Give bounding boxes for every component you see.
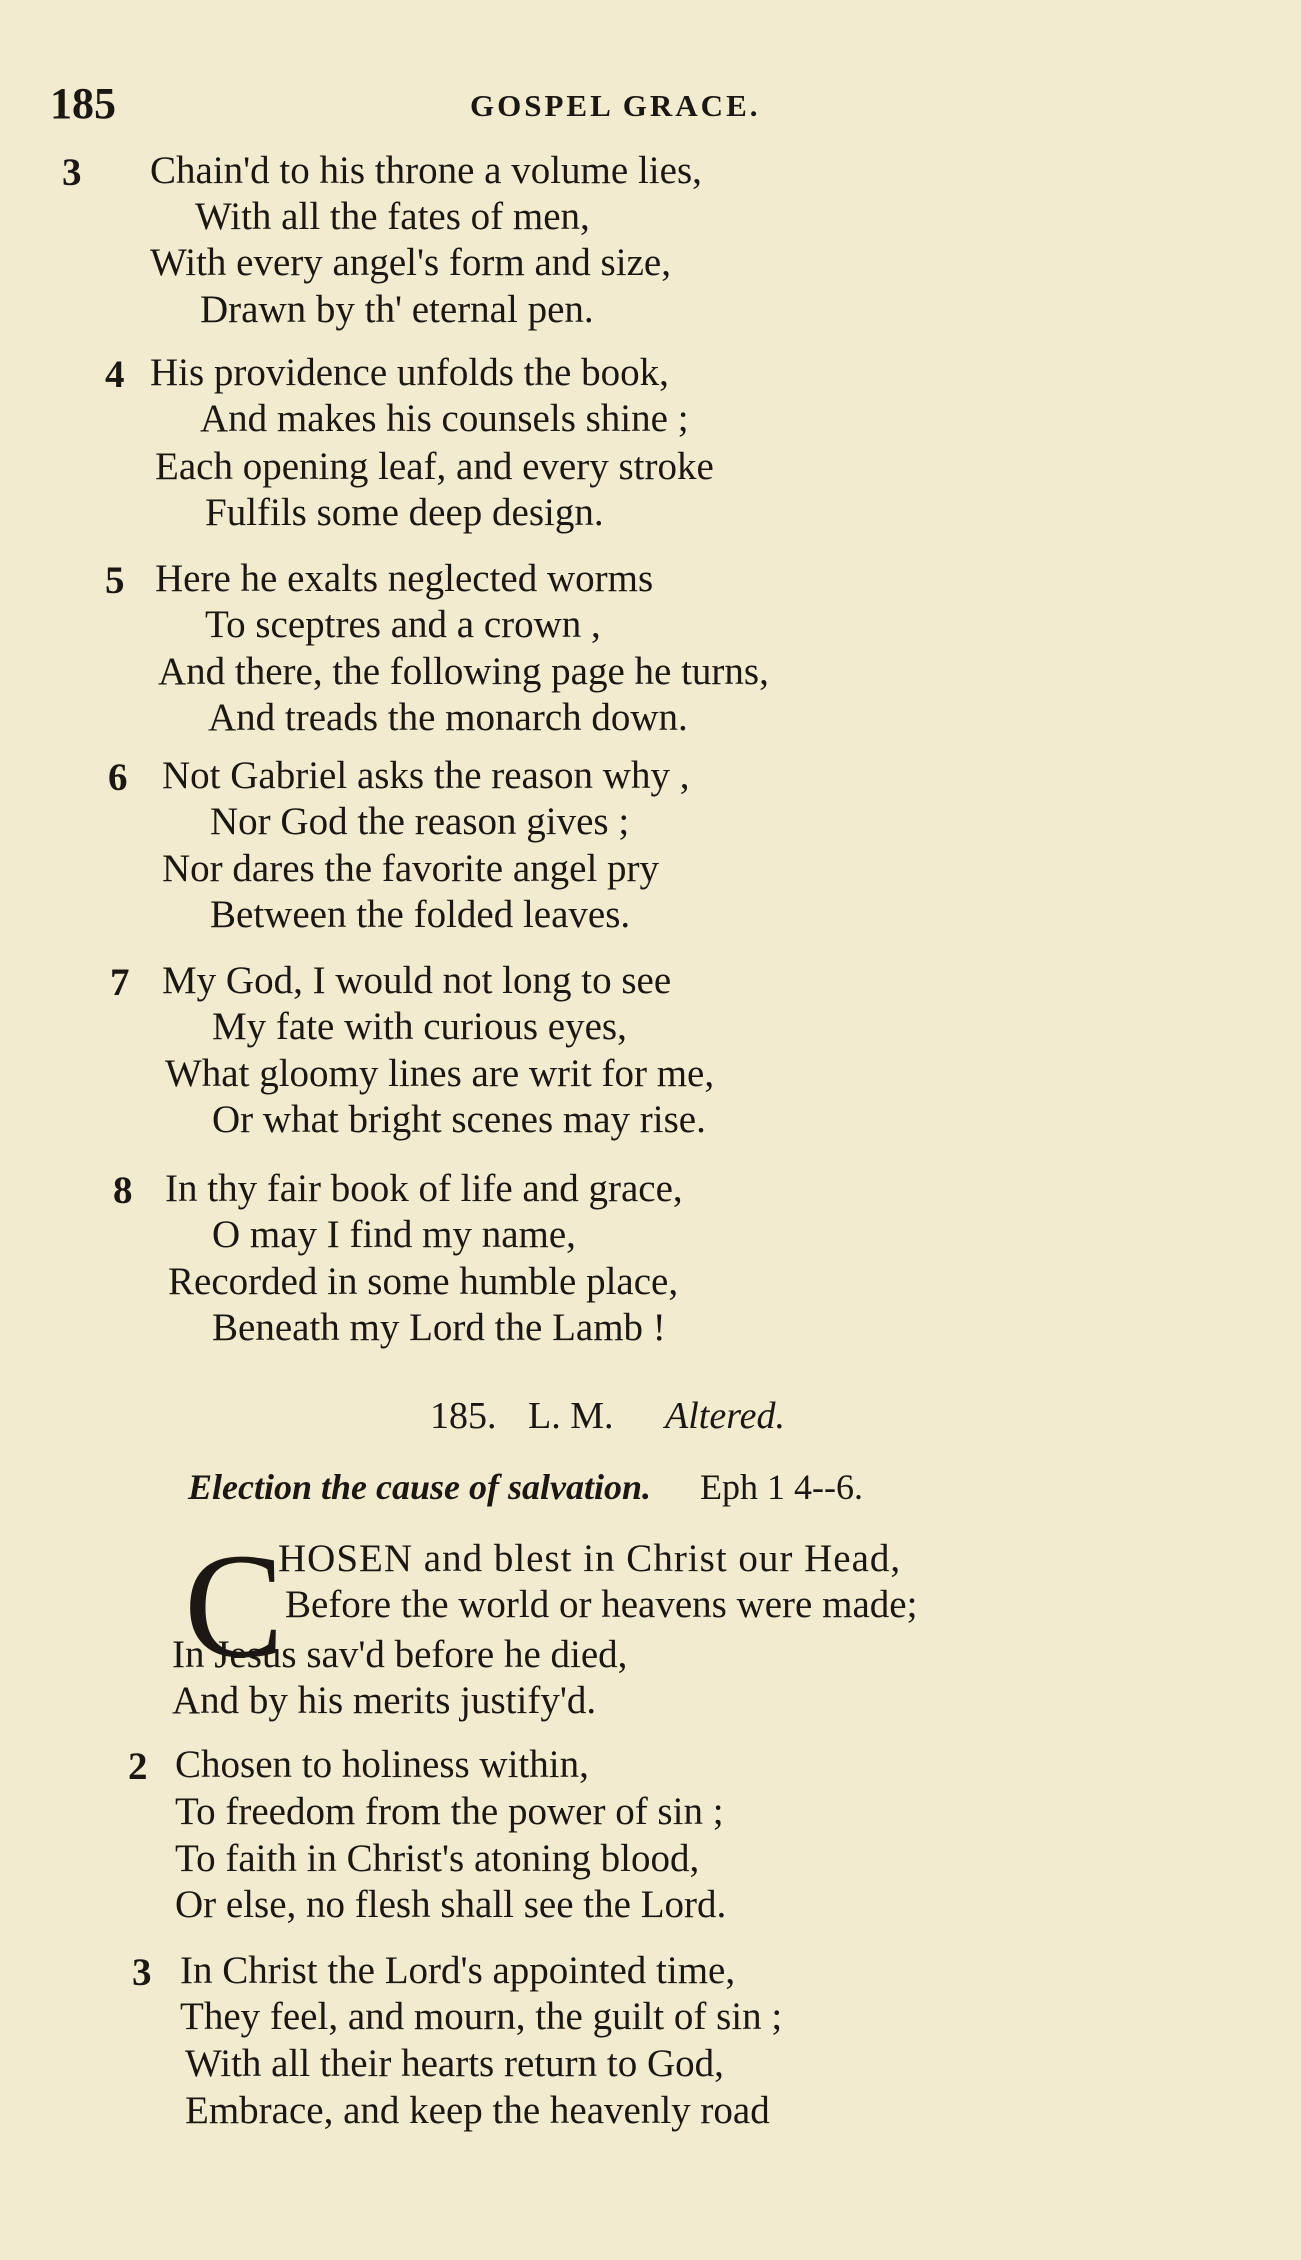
stanza-number: 2 — [128, 1745, 148, 1788]
drop-cap: C — [184, 1523, 285, 1689]
verse-line: To sceptres and a crown , — [205, 603, 601, 646]
verse-line: With every angel's form and size, — [150, 241, 671, 284]
page-header — [50, 78, 1250, 138]
verse-line: With all their hearts return to God, — [185, 2042, 724, 2085]
verse-line: Or what bright scenes may rise. — [212, 1098, 706, 1141]
verse-line: His providence unfolds the book, — [150, 351, 669, 394]
verse-line: And there, the following page he turns, — [158, 650, 769, 693]
verse-line: What gloomy lines are writ for me, — [165, 1052, 715, 1095]
subject-title: Election the cause of salvation. — [188, 1467, 651, 1507]
verse-line: My God, I would not long to see — [162, 959, 672, 1002]
verse-line: In Christ the Lord's appointed time, — [180, 1949, 736, 1992]
verse-line: Each opening leaf, and every stroke — [155, 445, 714, 488]
verse-line: Recorded in some humble place, — [168, 1260, 679, 1303]
stanza-number: 3 — [132, 1951, 152, 1994]
verse-line: To freedom from the power of sin ; — [175, 1790, 724, 1833]
verse-line: Between the folded leaves. — [210, 893, 631, 936]
stanza-number: 6 — [108, 756, 128, 799]
verse-line: In thy fair book of life and grace, — [165, 1167, 683, 1210]
verse-line: Drawn by th' eternal pen. — [200, 288, 594, 331]
verse-line: Fulfils some deep design. — [205, 491, 604, 534]
verse-line: Before the world or heavens were made; — [285, 1583, 918, 1626]
scripture-reference: Eph 1 4--6. — [700, 1467, 863, 1507]
hymn-note: Altered. — [665, 1395, 785, 1437]
verse-line: Nor God the reason gives ; — [210, 800, 630, 843]
stanza-number: 5 — [105, 559, 125, 602]
verse-line: With all the fates of men, — [195, 195, 590, 238]
verse-line: Beneath my Lord the Lamb ! — [212, 1306, 666, 1349]
verse-line: And makes his counsels shine ; — [200, 397, 689, 440]
verse-line: And by his merits justify'd. — [172, 1679, 597, 1722]
verse-line: Nor dares the favorite angel pry — [162, 847, 660, 890]
verse-line: Not Gabriel asks the reason why , — [162, 754, 690, 797]
verse-line: They feel, and mourn, the guilt of sin ; — [180, 1995, 783, 2038]
hymn-meter: L. M. — [528, 1395, 614, 1437]
verse-line: O may I find my name, — [212, 1213, 576, 1256]
verse-line: And treads the monarch down. — [208, 696, 688, 739]
page-number: 185 — [50, 79, 116, 128]
verse-line: Or else, no flesh shall see the Lord. — [175, 1883, 727, 1926]
verse-line: In Jesus sav'd before he died, — [172, 1633, 628, 1676]
verse-line: Chain'd to his throne a volume lies, — [150, 149, 702, 192]
hymn-subject — [188, 1466, 863, 1508]
stanza-number: 4 — [105, 353, 125, 396]
stanza-number: 7 — [110, 961, 130, 1004]
hymn-heading — [430, 1394, 807, 1438]
running-title: GOSPEL GRACE. — [470, 88, 761, 123]
verse-line: Here he exalts neglected worms — [155, 557, 654, 600]
verse-line: HOSEN and blest in Christ our Head, — [278, 1537, 902, 1580]
hymn-number: 185. — [430, 1395, 497, 1437]
stanza-number: 8 — [113, 1169, 133, 1212]
verse-line: My fate with curious eyes, — [212, 1005, 627, 1048]
verse-line: To faith in Christ's atoning blood, — [175, 1837, 700, 1880]
verse-line: Chosen to holiness within, — [175, 1743, 589, 1786]
verse-line: Embrace, and keep the heavenly road — [185, 2089, 770, 2132]
stanza-number: 3 — [62, 151, 82, 194]
